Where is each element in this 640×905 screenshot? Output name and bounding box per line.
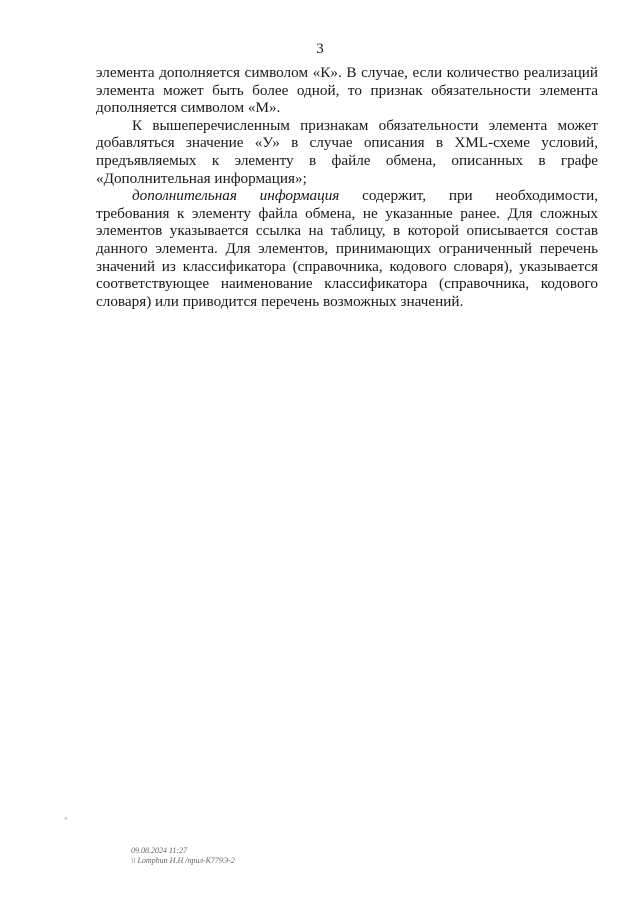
document-body [96, 64, 598, 310]
margin-mark: " [64, 816, 68, 826]
paragraph-text: элемента дополняется символом «К». В случае, если количество реализаций элемента может быть более одной, то признак обязательности элемента дополняется символом «М». [96, 64, 598, 117]
paragraph-additional-info [96, 187, 598, 310]
file-stamp [131, 846, 235, 866]
paragraph-continuation [96, 64, 598, 117]
term-additional-info: дополнительная информация [132, 187, 340, 205]
stamp-date: 09.08.2024 11:27 [131, 846, 188, 855]
paragraph-text: содержит, при необходимости, требования к элементу файла обмена, не указанные ранее. Для сложных элементов указывается ссылка на таблицу, в которой описывается состав данного элемента. Для элементов, принимающих ограниченный перечень значений из классификатора (справочника, кодового словаря), указывается соответствующее наименование классификатора (справочника, кодового словаря) или приводится перечень возможных значений. [96, 187, 598, 310]
page-number: 3 [316, 41, 324, 57]
paragraph-text: К вышеперечисленным признакам обязательности элемента может добавляться значение «У» в случае описания в XML-схеме условий, предъявляемых к элементу в файле обмена, описанных в графе «Дополнительная информация»; [96, 116, 598, 187]
paragraph-mandatory-flag [96, 117, 598, 187]
stamp-path: \\ Lomphun Н.Н /прил-К779Э-2 [131, 856, 235, 865]
